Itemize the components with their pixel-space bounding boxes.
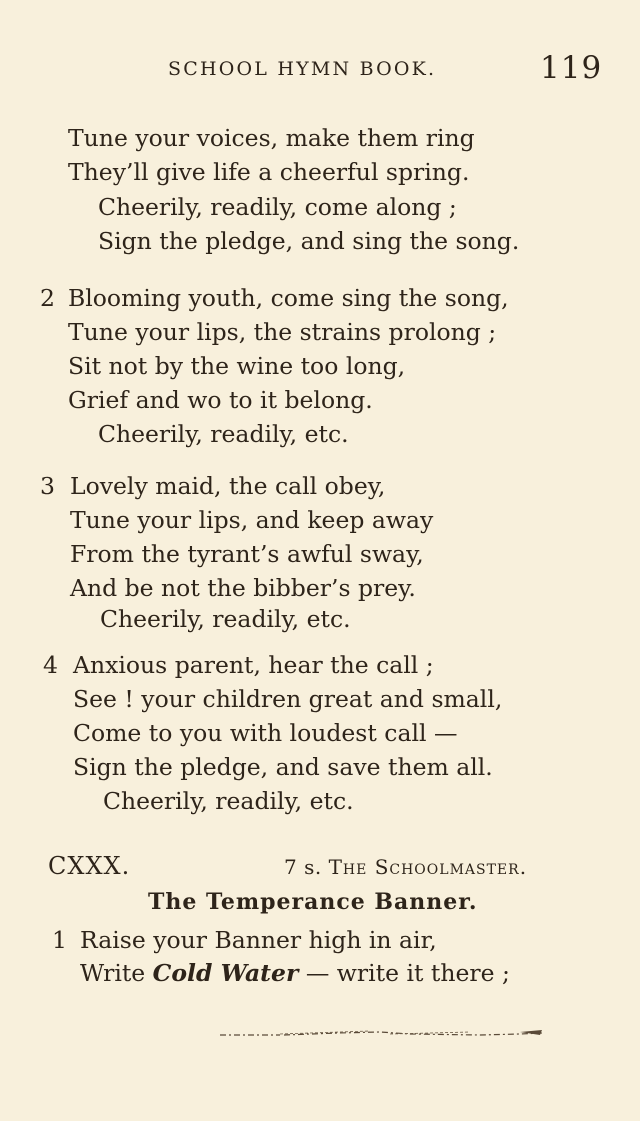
verse-line: Tune your voices, make them ring <box>68 124 475 152</box>
refrain-line: Cheerily, readily, etc. <box>100 605 351 633</box>
verse-number: 3 <box>40 472 55 500</box>
hymn-number: CXXX. <box>48 852 131 880</box>
verse-line: Sit not by the wine too long, <box>68 352 406 380</box>
emphasis-text: Cold Water <box>152 959 299 987</box>
verse-line: Sign the pledge, and save them all. <box>73 753 493 781</box>
meter-and-tune <box>284 855 527 879</box>
hymn-meter: 7 s. <box>284 855 322 879</box>
verse-line: They’ll give life a cheerful spring. <box>68 158 470 186</box>
verse-line: Anxious parent, hear the call ; <box>73 651 434 679</box>
hymn-title: The Temperance Banner. <box>148 889 478 915</box>
verse-line: Grief and wo to it belong. <box>68 386 373 414</box>
verse-line: See ! your children great and small, <box>73 685 503 713</box>
refrain-line: Cheerily, readily, etc. <box>98 420 349 448</box>
refrain-line: Cheerily, readily, come along ; <box>98 193 457 221</box>
verse-line: Come to you with loudest call — <box>73 719 458 747</box>
refrain-line: Cheerily, readily, etc. <box>103 787 354 815</box>
verse-number: 2 <box>40 284 55 312</box>
line-text: — write it there ; <box>298 959 510 987</box>
verse-number: 1 <box>52 926 67 954</box>
page-number: 119 <box>540 50 603 86</box>
line-text: Write <box>80 959 153 987</box>
verse-line <box>80 959 510 987</box>
verse-line: Blooming youth, come sing the song, <box>68 284 509 312</box>
page-bottom-rule <box>220 1026 542 1040</box>
verse-line: Raise your Banner high in air, <box>80 926 437 954</box>
tune-name: The Schoolmaster. <box>328 855 528 879</box>
verse-line: From the tyrant’s awful sway, <box>70 540 424 568</box>
verse-line: And be not the bibber’s prey. <box>70 574 416 602</box>
verse-number: 4 <box>43 651 58 679</box>
running-head: SCHOOL HYMN BOOK. <box>168 58 437 80</box>
verse-line: Tune your lips, the strains prolong ; <box>68 318 497 346</box>
verse-line: Lovely maid, the call obey, <box>70 472 386 500</box>
refrain-line: Sign the pledge, and sing the song. <box>98 227 520 255</box>
verse-line: Tune your lips, and keep away <box>70 506 434 534</box>
